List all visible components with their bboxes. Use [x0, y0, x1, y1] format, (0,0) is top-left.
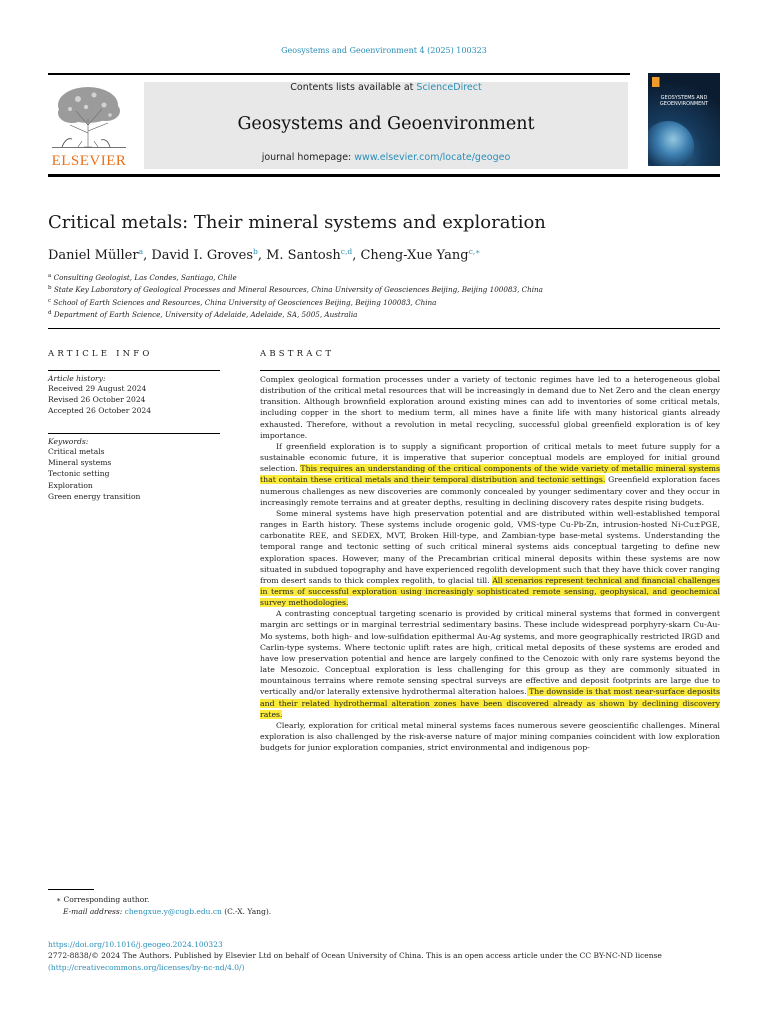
history-accepted: Accepted 26 October 2024 — [48, 406, 152, 416]
author-affil-ref[interactable]: c,∗ — [468, 247, 481, 256]
highlighted-text: All scenarios represent technical and financial challenges in terms of successful exploration using increasingly sophisticated remote sensing, geophysical, and geochemical survey methodologies. — [260, 575, 720, 608]
elsevier-wordmark: ELSEVIER — [51, 153, 127, 169]
abstract-paragraph: Clearly, exploration for critical metal mineral systems faces numerous severe geoscientific challenges. Mineral exploration is also challenged by the risk-averse nature of major mining companies coincident with low exploration budgets for junior exploration companies, strict environmental and indigenous pop- — [260, 720, 720, 753]
cover-title-line-2: GEOENVIRONMENT — [659, 101, 709, 107]
author-name[interactable]: Cheng-Xue Yang — [360, 248, 469, 263]
article-info-heading: ARTICLE INFO — [48, 349, 153, 359]
journal-homepage-link[interactable]: www.elsevier.com/locate/geogeo — [354, 152, 511, 163]
cover-logo-bar — [652, 77, 716, 87]
history-rule — [48, 370, 220, 371]
abstract-paragraph: Some mineral systems have high preservation potential and are distributed within well-established temporal ranges in Earth history. These systems include orogenic gold, VMS-type Cu-Pb-Zn, intrusion-hosted Ni-Cu±PGE, carbonatite REE, and SEDEX, MVT, Broken Hill-type, and Zambian-type base-metal systems. Understanding the temporal range and tectonic setting of such critical mineral systems aids conceptual targeting to define new exploration spaces. However, many of the Precambrian critical mineral deposits within these systems are now situated in subdued topography and have experienced regolith development such that they have thick cover ranging from desert sands to thick complex regolith, to glacial till. All scenarios represent technical and financial challenges in terms of successful exploration using increasingly sophisticated remote sensing, geophysical, and geochemical survey methodologies. — [260, 508, 720, 608]
author-name[interactable]: M. Santosh — [266, 248, 341, 263]
footnote-star: ∗ — [56, 895, 62, 904]
abstract-body — [260, 374, 720, 753]
history-label: Article history: — [48, 374, 106, 383]
journal-banner — [144, 82, 628, 169]
affiliation-item: $^d$ Department of Earth Science, University of Adelaide, Adelaide, SA, 5005, Australia — [48, 310, 358, 320]
journal-cover-thumbnail[interactable] — [648, 73, 720, 166]
elsevier-logo[interactable] — [48, 81, 130, 171]
abstract-paragraph: Complex geological formation processes under a variety of tectonic regimes have led to a heterogeneous global distribution of the critical metal resources that will be increasingly in demand due to Net Zero and the clean energy transition. Although brownfield exploration around existing mines can add to inventories of some critical metals, including copper in the short to medium term, all mines have a finite life with many historical giants already exhausted. Therefore, without a revolution in metal recycling, successful global greenfield exploration is of key importance. — [260, 375, 720, 440]
affiliation-item: $^b$ State Key Laboratory of Geological Processes and Mineral Resources, China University of Geosciences Beijing, Beijing 100083, China — [48, 285, 543, 295]
keyword-item: Critical metals — [48, 447, 105, 456]
doi-link[interactable]: https://doi.org/10.1016/j.geogeo.2024.100323 — [48, 940, 223, 949]
email-suffix: (C.-X. Yang). — [221, 906, 272, 916]
sciencedirect-link[interactable]: ScienceDirect — [416, 82, 482, 93]
affiliation-item: $^c$ School of Earth Sciences and Resources, China University of Geosciences Beijing, Beijing 100083, China — [48, 297, 437, 307]
keyword-item: Tectonic setting — [48, 469, 110, 479]
running-head[interactable]: Geosystems and Geoenvironment 4 (2025) 100323 — [281, 46, 487, 55]
abstract-paragraph: If greenfield exploration is to supply a significant proportion of critical metals to meet future supply for a sustainable economic future, it is imperative that superior conceptual models are employed for initial ground selection. This requires an understanding of the critical components of the wide variety of metallic mineral systems that contain these critical metals and their temporal distribution and tectonic settings. Greenfield exploration faces numerous challenges as new discoveries are commonly concealed by younger sedimentary cover and they occur in increasingly remote terrains and at greater depths, resulting in declining discovery rates despite rising budgets. — [260, 441, 721, 507]
abstract-heading: ABSTRACT — [260, 349, 335, 359]
article-title: Critical metals: Their mineral systems and exploration — [48, 212, 546, 233]
journal-masthead — [48, 73, 720, 177]
cover-title-line-1: GEOSYSTEMS AND — [660, 95, 708, 101]
author-name[interactable]: Daniel Müller — [48, 248, 139, 263]
keyword-item: Mineral systems — [48, 458, 112, 468]
homepage-prefix: journal homepage: — [261, 152, 355, 163]
highlighted-text: The downside is that most near-surface deposits and their related hydrothermal alteration zones have been discovered already as shown by declining discovery rates. — [260, 687, 720, 719]
affiliations — [48, 271, 543, 321]
author-email-link[interactable]: chengxue.y@cugb.edu.cn — [124, 906, 222, 916]
footnote-corresponding: Corresponding author. — [63, 895, 150, 904]
cover-globe-image — [648, 121, 694, 166]
email-label: E-mail address: — [63, 906, 123, 916]
keyword-item: Green energy transition — [48, 491, 141, 501]
history-received: Received 29 August 2024 — [48, 384, 147, 393]
author-affil-ref[interactable]: b — [253, 247, 258, 256]
homepage-line — [144, 152, 628, 163]
section-divider — [48, 328, 720, 329]
masthead-top-rule — [48, 73, 630, 75]
keywords-rule — [48, 433, 220, 434]
corresponding-author-footnote — [56, 894, 271, 917]
affiliation-item: $^a$ Consulting Geologist, Las Condes, Santiago, Chile — [48, 273, 237, 282]
author-affil-ref[interactable]: a — [138, 247, 144, 256]
author-affil-ref[interactable]: c,d — [340, 247, 353, 256]
author-list: Daniel Müller$^a$, David I. Groves$^b$, M. Santosh$^{c,d}$, Cheng-Xue Yang$^{c,∗}$ — [48, 247, 481, 263]
author-name[interactable]: David I. Groves — [151, 248, 254, 263]
keywords — [48, 433, 220, 502]
footnote-rule — [48, 889, 94, 890]
article-history — [48, 370, 220, 417]
history-revised: Revised 26 October 2024 — [48, 395, 146, 405]
masthead-bottom-rule — [48, 174, 720, 177]
abstract-paragraph: A contrasting conceptual targeting scenario is provided by critical mineral systems that formed in convergent margin arc settings or in marginal terrestrial sedimentary basins. These include widespread porphyry-skarn Cu-Au-Mo systems, both high- and low-sulfidation epithermal Au-Ag systems, and more geographically restricted IRGD and Carlin-type systems. Where tectonic uplift rates are high, critical metal deposits of these systems are eroded and have low preservation potential and hence are largely confined to the Cenozoic with only rare systems beyond the late Mesozoic. Conceptual exploration is less challenging for this group as they are commonly situated in mountainous terrains where remote sensing spectral surveys are effective and deposit footprints are large due to vertically and/or laterally extensive hydrothermal alteration haloes. The downside is that most near-surface deposits and their related hydrothermal alteration zones have been discovered already as shown by declining discovery rates. — [260, 609, 720, 719]
highlighted-text: This requires an understanding of the critical components of the wide variety of metallic mineral systems that contain these critical metals and their temporal distribution and tectonic settings. — [260, 464, 721, 485]
elsevier-tree-logo-icon — [48, 81, 130, 151]
contents-prefix: Contents lists available at — [290, 82, 417, 93]
license-link[interactable]: (http://creativecommons.org/licenses/by-nc-nd/4.0/) — [48, 962, 245, 972]
abstract-rule — [260, 370, 720, 371]
cover-title — [648, 95, 720, 107]
journal-title: Geosystems and Geoenvironment — [237, 114, 535, 134]
contents-line — [144, 82, 628, 93]
keyword-item: Exploration — [48, 480, 93, 490]
doi-license-block — [48, 939, 728, 973]
keywords-label: Keywords: — [48, 437, 89, 446]
license-text: 2772-8838/© 2024 The Authors. Published by Elsevier Ltd on behalf of Ocean University of China. This is an open access article under the CC BY-NC-ND license — [48, 951, 662, 961]
